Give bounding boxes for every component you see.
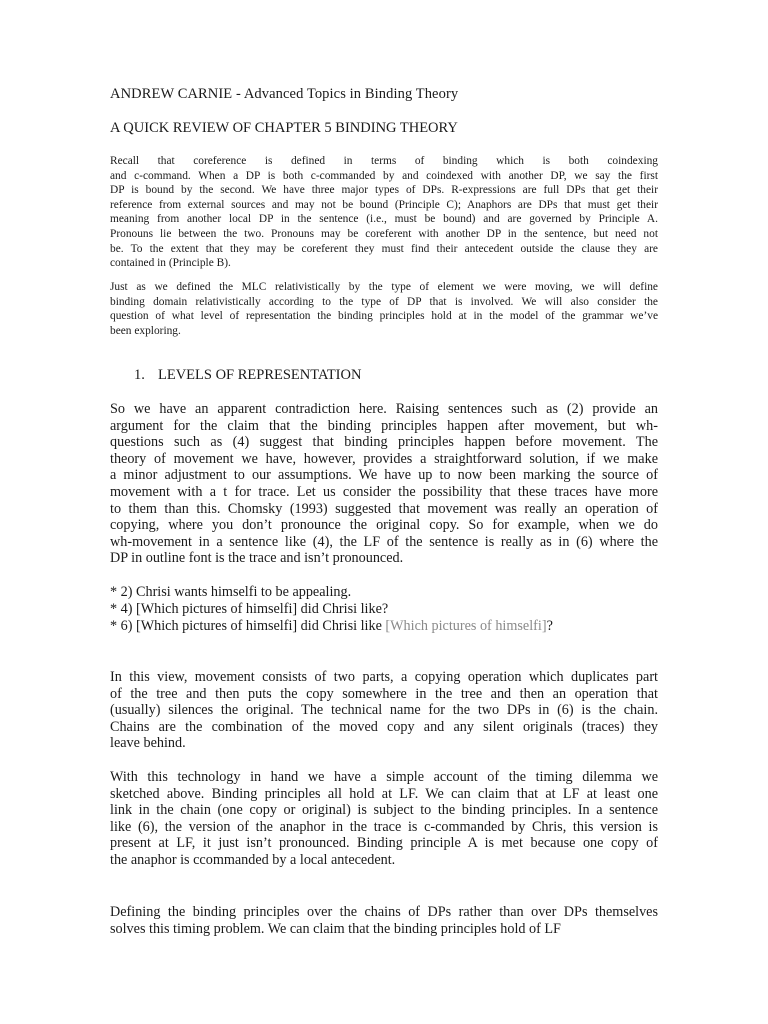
text-line: With this technology in hand we have a simple account of the timing dilemma we [110, 769, 658, 785]
example-6-main: * 6) [Which pictures of himselfi] did Chrisi like [110, 618, 386, 634]
text-line: link in the chain (one copy or original) is subject to the binding principles. In a sentence [110, 802, 658, 819]
body-paragraph-timing [110, 769, 658, 869]
text-line: sketched above. Binding principles all hold at LF. We can claim that at LF at least one [110, 785, 658, 802]
mlc-paragraph [110, 280, 658, 338]
body-paragraph-contradiction [110, 401, 658, 567]
text-line: been exploring. [110, 324, 181, 337]
text-line: Defining the binding principles over the chains of DPs rather than over DPs themselves [110, 904, 658, 920]
text-line: be. To the extent that they may be coreferent they must find their antecedent outside the clause they are [110, 242, 658, 255]
text-line: to them than this. Chomsky (1993) suggested that movement was really an operation of [110, 500, 658, 517]
text-line: meaning from another local DP in the sentence (i.e., must be bound) and are governed by Principle A. [110, 213, 658, 226]
text-line: So we have an apparent contradiction here. Raising sentences such as (2) provide an [110, 401, 658, 417]
text-line: Pronouns lie between the two. Pronouns may be coreferent with another DP in the sentence, but need not [110, 227, 658, 240]
text-line: and c-command. When a DP is both c-commanded by and coindexed with another DP, we say the first [110, 169, 658, 182]
text-line: DP is bound by the second. We have three major types of DPs. R-expressions are full DPs that get their [110, 184, 658, 197]
chapter-heading: A QUICK REVIEW OF CHAPTER 5 BINDING THEORY [110, 120, 458, 136]
text-line: contained in (Principle B). [110, 257, 231, 270]
text-line: DP in outline font is the trace and isn’t pronounced. [110, 550, 404, 567]
section-number: 1. [134, 367, 145, 383]
text-line: the anaphor is ccommanded by a local antecedent. [110, 851, 396, 868]
example-6-end: ? [546, 618, 553, 634]
text-line: Recall that coreference is defined in terms of binding which is both coindexing [110, 155, 658, 167]
text-line: solves this timing problem. We can claim that the binding principles hold of LF [110, 920, 561, 937]
body-paragraph-chains [110, 669, 658, 752]
example-4: * 4) [Which pictures of himselfi] did Chrisi like? [110, 601, 389, 617]
document-header: ANDREW CARNIE - Advanced Topics in Binding Theory [110, 86, 459, 102]
example-6 [110, 618, 553, 635]
text-line: argument for the claim that the binding principles happen after movement, but wh- [110, 417, 658, 434]
example-6-trace: [Which pictures of himselfi] [385, 618, 547, 634]
text-line: reference from external sources and may not be bound (Principle C); Anaphors are DPs that must get their [110, 198, 658, 211]
text-line: (usually) silences the original. The technical name for the two DPs in (6) is the chain. [110, 702, 658, 719]
text-line: movement with a t for trace. Let us consider the possibility that these traces have more [110, 483, 658, 500]
example-2: * 2) Chrisi wants himselfi to be appealing. [110, 584, 352, 600]
text-line: Chains are the combination of the moved copy and any silent originals (traces) they [110, 718, 658, 735]
text-line: copying, where you don’t pronounce the original copy. So for example, when we do [110, 517, 658, 534]
text-line: wh-movement in a sentence like (4), the LF of the sentence is really as in (6) where the [110, 533, 658, 550]
intro-paragraph [110, 154, 658, 271]
text-line: questions such as (4) suggest that binding principles happen before movement. The [110, 434, 658, 451]
text-line: like (6), the version of the anaphor in the trace is c-commanded by Chris, this version is [110, 818, 658, 835]
text-line: present at LF, it just isn’t pronounced. Binding principle A is met because one copy of [110, 835, 658, 852]
text-line: a minor adjustment to our assumptions. We have up to now been marking the source of [110, 467, 658, 484]
text-line: In this view, movement consists of two parts, a copying operation which duplicates part [110, 669, 658, 685]
body-paragraph-defining [110, 904, 658, 937]
text-line: leave behind. [110, 735, 186, 752]
text-line: Just as we defined the MLC relativistically by the type of element we were moving, we will define [110, 281, 658, 293]
text-line: binding domain relativistically according to the type of DP that is involved. We will also consider the [110, 295, 658, 308]
text-line: question of what level of representation the binding principles hold at in the model of the grammar we’ve [110, 310, 658, 323]
text-line: theory of movement we have, however, provides a straightforward solution, if we make [110, 450, 658, 467]
section-title: LEVELS OF REPRESENTATION [158, 367, 362, 383]
text-line: of the tree and then puts the copy somewhere in the tree and then an operation that [110, 685, 658, 702]
section-heading [134, 367, 361, 384]
